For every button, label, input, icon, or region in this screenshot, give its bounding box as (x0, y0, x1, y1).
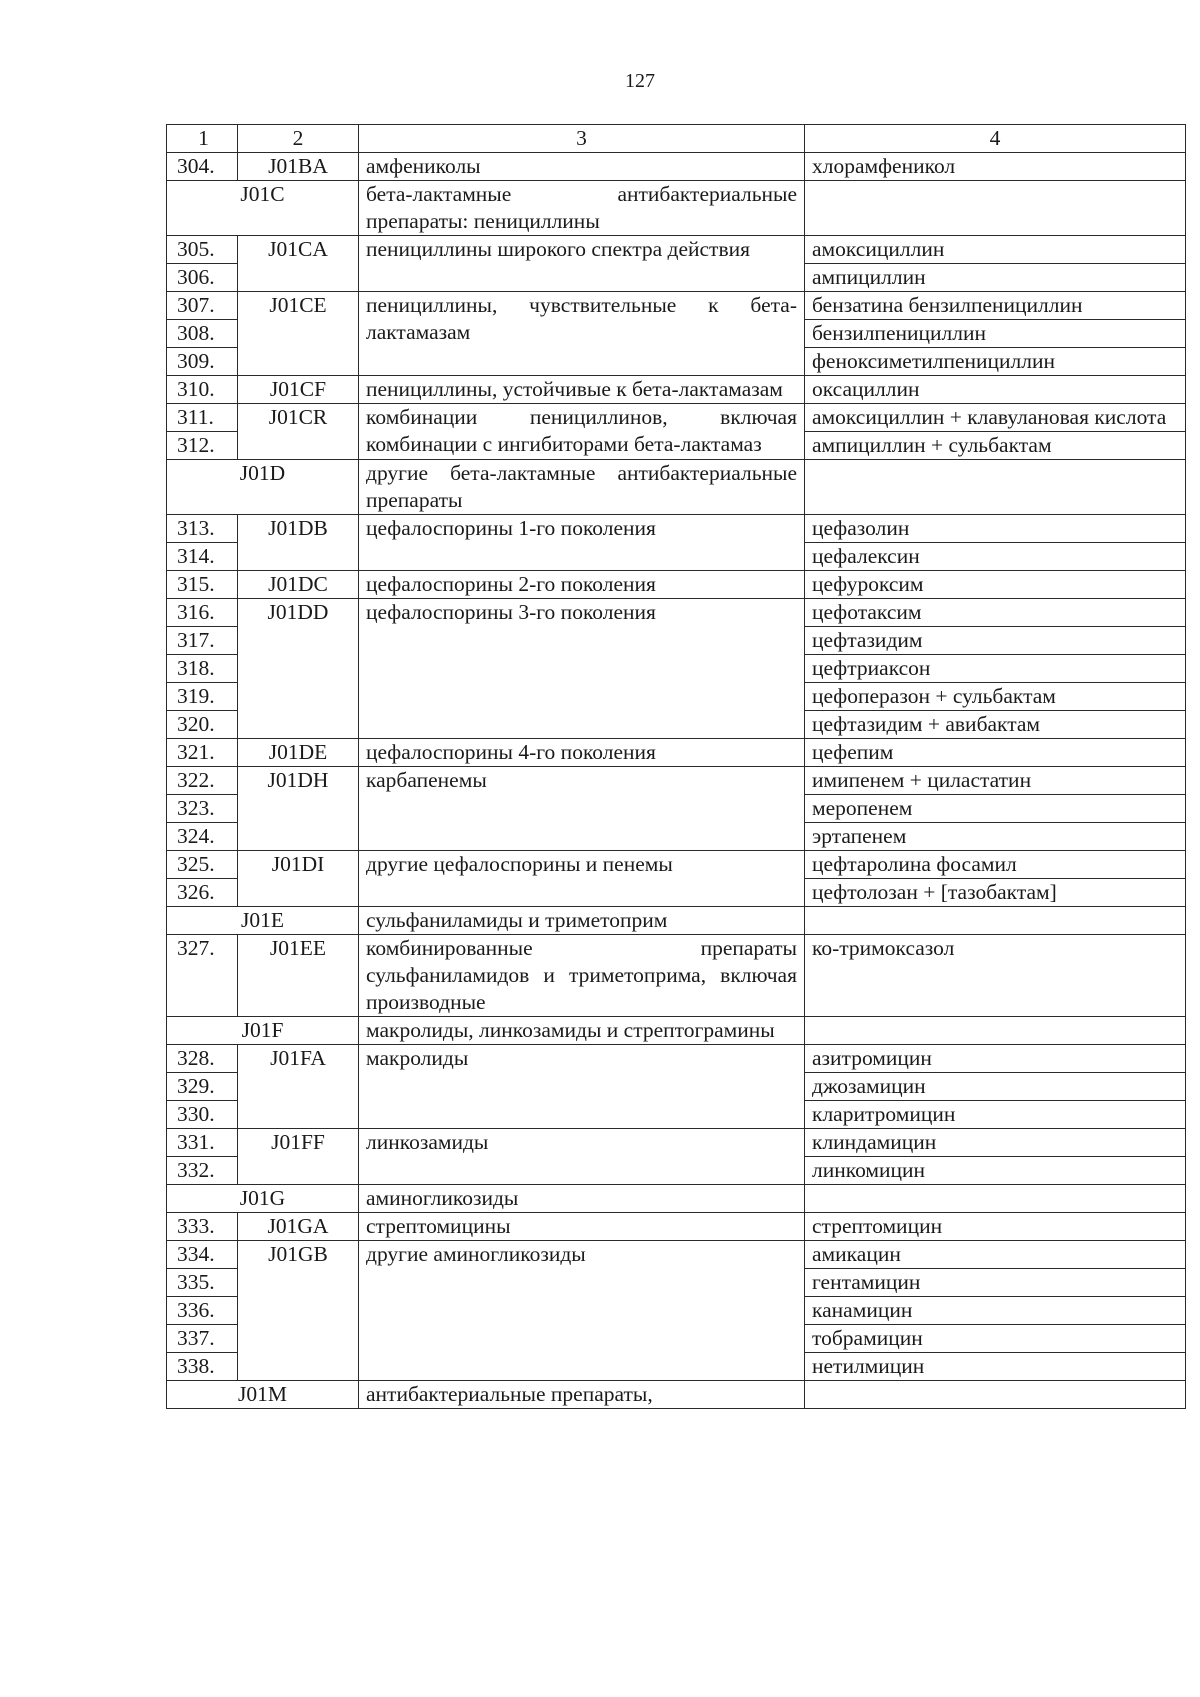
row-number-cell: 305. (167, 236, 238, 264)
group-code-cell: J01E (167, 907, 359, 935)
drug-name-cell: феноксиметилпенициллин (805, 348, 1186, 376)
row-number-cell: 312. (167, 432, 238, 460)
row-number-cell: 315. (167, 571, 238, 599)
group-drug-cell (805, 1017, 1186, 1045)
atc-code-cell: J01BA (238, 153, 359, 181)
table-row (167, 767, 1186, 795)
table-row (167, 739, 1186, 767)
drug-name-cell: цефтазидим + авибактам (805, 711, 1186, 739)
group-description-cell: бета-лактамные антибактериальные препараты: пенициллины (359, 181, 805, 236)
row-number-cell: 333. (167, 1213, 238, 1241)
drug-name-cell: меропенем (805, 795, 1186, 823)
row-number-cell: 314. (167, 543, 238, 571)
table-row (167, 851, 1186, 879)
row-number-cell: 327. (167, 935, 238, 1017)
atc-code-cell: J01DC (238, 571, 359, 599)
drug-name-cell: цефоперазон + сульбактам (805, 683, 1186, 711)
drug-name-cell: азитромицин (805, 1045, 1186, 1073)
group-code-cell: J01D (167, 460, 359, 515)
group-row (167, 460, 1186, 515)
group-row (167, 181, 1186, 236)
drug-name-cell: цефтолозан + [тазобактам] (805, 879, 1186, 907)
table-row (167, 1241, 1186, 1269)
description-cell: цефалоспорины 4-го поколения (359, 739, 805, 767)
row-number-cell: 310. (167, 376, 238, 404)
drug-name-cell: амикацин (805, 1241, 1186, 1269)
table-row (167, 236, 1186, 264)
drug-name-cell: бензилпенициллин (805, 320, 1186, 348)
group-row (167, 1017, 1186, 1045)
row-number-cell: 330. (167, 1101, 238, 1129)
group-code-cell: J01F (167, 1017, 359, 1045)
row-number-cell: 337. (167, 1325, 238, 1353)
row-number-cell: 306. (167, 264, 238, 292)
drug-name-cell: имипенем + циластатин (805, 767, 1186, 795)
row-number-cell: 334. (167, 1241, 238, 1269)
group-code-cell: J01G (167, 1185, 359, 1213)
row-number-cell: 329. (167, 1073, 238, 1101)
table-row (167, 599, 1186, 627)
group-description-cell: антибактериальные препараты, (359, 1381, 805, 1409)
row-number-cell: 323. (167, 795, 238, 823)
header-col-2: 2 (238, 125, 359, 153)
table-row (167, 1129, 1186, 1157)
row-number-cell: 304. (167, 153, 238, 181)
row-number-cell: 313. (167, 515, 238, 543)
header-col-1: 1 (167, 125, 238, 153)
atc-code-cell: J01CA (238, 236, 359, 292)
description-cell: линкозамиды (359, 1129, 805, 1185)
drug-name-cell: эртапенем (805, 823, 1186, 851)
description-cell: амфениколы (359, 153, 805, 181)
drug-name-cell: хлорамфеникол (805, 153, 1186, 181)
row-number-cell: 331. (167, 1129, 238, 1157)
atc-code-cell: J01CF (238, 376, 359, 404)
row-number-cell: 338. (167, 1353, 238, 1381)
atc-code-cell: J01CE (238, 292, 359, 376)
drug-name-cell: канамицин (805, 1297, 1186, 1325)
table-row (167, 153, 1186, 181)
group-drug-cell (805, 460, 1186, 515)
description-cell: пенициллины, устойчивые к бета-лактамазам (359, 376, 805, 404)
row-number-cell: 335. (167, 1269, 238, 1297)
group-description-cell: другие бета-лактамные антибактериальные препараты (359, 460, 805, 515)
page-number: 127 (625, 70, 655, 92)
table-row (167, 404, 1186, 432)
description-cell: макролиды (359, 1045, 805, 1129)
row-number-cell: 317. (167, 627, 238, 655)
description-cell: комбинированные препараты сульфаниламидов и триметоприма, включая производные (359, 935, 805, 1017)
row-number-cell: 322. (167, 767, 238, 795)
group-drug-cell (805, 1185, 1186, 1213)
row-number-cell: 316. (167, 599, 238, 627)
description-cell: другие цефалоспорины и пенемы (359, 851, 805, 907)
group-description-cell: аминогликозиды (359, 1185, 805, 1213)
drug-name-cell: ампициллин (805, 264, 1186, 292)
description-cell: карбапенемы (359, 767, 805, 851)
drug-name-cell: цефтриаксон (805, 655, 1186, 683)
drug-name-cell: цефепим (805, 739, 1186, 767)
table-row (167, 292, 1186, 320)
atc-code-cell: J01EE (238, 935, 359, 1017)
atc-code-cell: J01DI (238, 851, 359, 907)
atc-code-cell: J01GA (238, 1213, 359, 1241)
table-row (167, 571, 1186, 599)
drug-name-cell: цефотаксим (805, 599, 1186, 627)
table-row (167, 515, 1186, 543)
drug-name-cell: линкомицин (805, 1157, 1186, 1185)
row-number-cell: 325. (167, 851, 238, 879)
atc-code-cell: J01DH (238, 767, 359, 851)
table-header-row (167, 125, 1186, 153)
description-cell: цефалоспорины 2-го поколения (359, 571, 805, 599)
drug-name-cell: цефтазидим (805, 627, 1186, 655)
atc-code-cell: J01DD (238, 599, 359, 739)
drug-name-cell: цефтаролина фосамил (805, 851, 1186, 879)
row-number-cell: 328. (167, 1045, 238, 1073)
row-number-cell: 319. (167, 683, 238, 711)
description-cell: цефалоспорины 1-го поколения (359, 515, 805, 571)
drug-name-cell: нетилмицин (805, 1353, 1186, 1381)
drug-name-cell: цефалексин (805, 543, 1186, 571)
atc-code-cell: J01CR (238, 404, 359, 460)
drug-classification-table (166, 124, 1186, 1409)
group-drug-cell (805, 181, 1186, 236)
description-cell: пенициллины широкого спектра действия (359, 236, 805, 292)
drug-name-cell: клиндамицин (805, 1129, 1186, 1157)
row-number-cell: 307. (167, 292, 238, 320)
group-description-cell: макролиды, линкозамиды и стрептограмины (359, 1017, 805, 1045)
atc-code-cell: J01FF (238, 1129, 359, 1185)
header-col-4: 4 (805, 125, 1186, 153)
group-row (167, 907, 1186, 935)
drug-name-cell: цефуроксим (805, 571, 1186, 599)
group-row (167, 1185, 1186, 1213)
row-number-cell: 308. (167, 320, 238, 348)
group-drug-cell (805, 907, 1186, 935)
row-number-cell: 324. (167, 823, 238, 851)
description-cell: стрептомицины (359, 1213, 805, 1241)
drug-name-cell: бензатина бензилпенициллин (805, 292, 1186, 320)
header-col-3: 3 (359, 125, 805, 153)
drug-name-cell: оксациллин (805, 376, 1186, 404)
row-number-cell: 321. (167, 739, 238, 767)
drug-name-cell: стрептомицин (805, 1213, 1186, 1241)
group-drug-cell (805, 1381, 1186, 1409)
row-number-cell: 336. (167, 1297, 238, 1325)
description-cell: пенициллины, чувствительные к бета-лактамазам (359, 292, 805, 376)
drug-name-cell: амоксициллин + клавулановая кислота (805, 404, 1186, 432)
atc-code-cell: J01GB (238, 1241, 359, 1381)
group-code-cell: J01C (167, 181, 359, 236)
row-number-cell: 318. (167, 655, 238, 683)
row-number-cell: 311. (167, 404, 238, 432)
atc-code-cell: J01DB (238, 515, 359, 571)
description-cell: комбинации пенициллинов, включая комбинации с ингибиторами бета-лактамаз (359, 404, 805, 460)
drug-name-cell: ко-тримоксазол (805, 935, 1186, 1017)
table-row (167, 1045, 1186, 1073)
row-number-cell: 320. (167, 711, 238, 739)
drug-name-cell: джозамицин (805, 1073, 1186, 1101)
row-number-cell: 332. (167, 1157, 238, 1185)
row-number-cell: 326. (167, 879, 238, 907)
drug-name-cell: ампициллин + сульбактам (805, 432, 1186, 460)
drug-name-cell: кларитромицин (805, 1101, 1186, 1129)
description-cell: цефалоспорины 3-го поколения (359, 599, 805, 739)
group-description-cell: сульфаниламиды и триметоприм (359, 907, 805, 935)
atc-code-cell: J01DE (238, 739, 359, 767)
table-row (167, 376, 1186, 404)
drug-name-cell: амоксициллин (805, 236, 1186, 264)
table-row (167, 935, 1186, 1017)
drug-name-cell: тобрамицин (805, 1325, 1186, 1353)
table-row (167, 1213, 1186, 1241)
row-number-cell: 309. (167, 348, 238, 376)
atc-code-cell: J01FA (238, 1045, 359, 1129)
group-code-cell: J01M (167, 1381, 359, 1409)
drug-name-cell: гентамицин (805, 1269, 1186, 1297)
group-row (167, 1381, 1186, 1409)
drug-name-cell: цефазолин (805, 515, 1186, 543)
description-cell: другие аминогликозиды (359, 1241, 805, 1381)
